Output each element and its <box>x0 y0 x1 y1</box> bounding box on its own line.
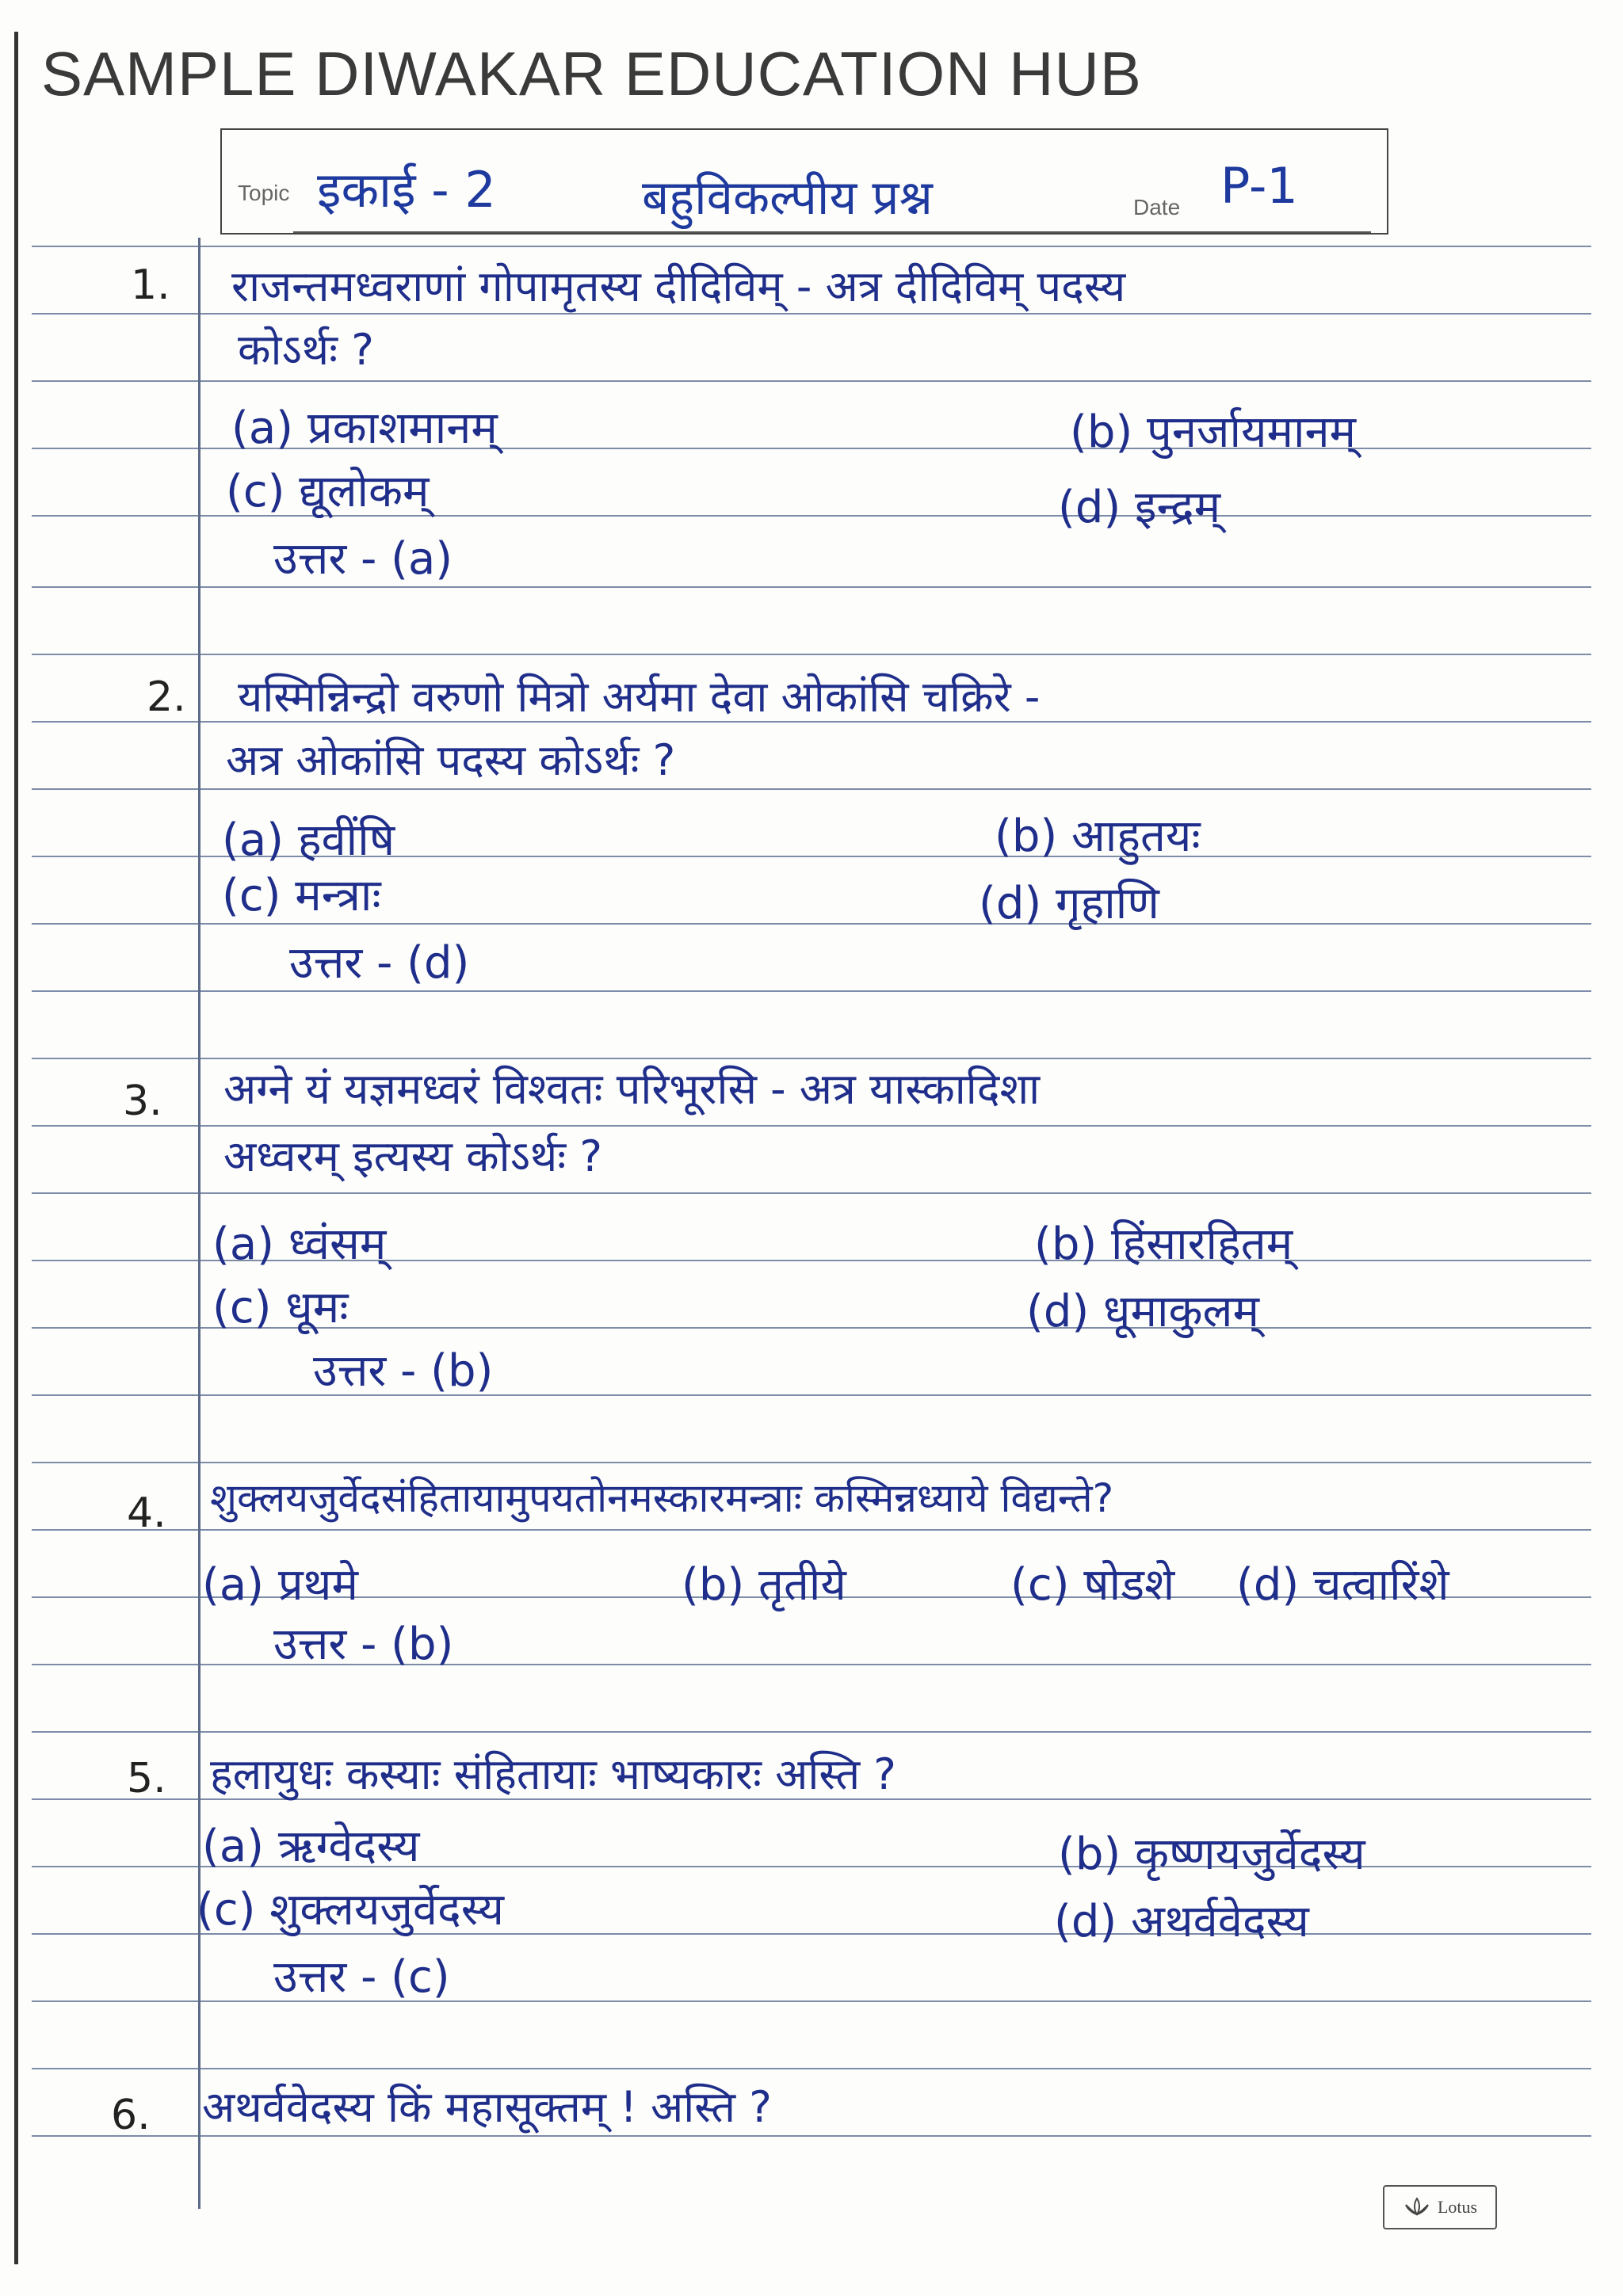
date-label: Date <box>1133 195 1181 219</box>
option-a: (a) प्रथमे <box>202 1559 358 1611</box>
question-number: 5. <box>127 1755 166 1802</box>
answer: उत्तर - (d) <box>289 937 470 989</box>
ruled-line <box>32 1664 1591 1665</box>
ruled-line <box>32 654 1591 655</box>
lotus-stamp <box>1383 2185 1497 2229</box>
option-c: (c) मन्त्राः <box>222 870 381 921</box>
answer: उत्तर - (a) <box>273 533 453 585</box>
ruled-line <box>32 2000 1591 2002</box>
option-d: (d) धूमाकुलम् <box>1026 1286 1259 1337</box>
option-a: (a) ऋग्वेदस्य <box>202 1821 420 1872</box>
topic-value: इकाई - 2 <box>317 161 496 219</box>
ruled-line <box>32 2068 1591 2069</box>
answer: उत्तर - (c) <box>273 1951 450 2003</box>
ruled-line <box>32 1529 1591 1531</box>
answer: उत्तर - (b) <box>313 1345 494 1397</box>
option-c: (c) धूमः <box>212 1282 349 1333</box>
question-number: 4. <box>127 1489 166 1537</box>
option-a: (a) हवींषि <box>222 814 395 866</box>
lotus-icon <box>1403 2197 1431 2218</box>
option-d: (d) चत्वारिंशे <box>1236 1559 1449 1611</box>
option-b: (b) हिंसारहितम् <box>1034 1219 1293 1270</box>
question-text: शुक्लयजुर्वेदसंहितायामुपयतोनमस्कारमन्त्राः कस्मिन्नध्याये विद्यन्ते? <box>210 1475 1114 1521</box>
question-text: अथर्ववेदस्य किं महासूक्तम् ! अस्ति ? <box>202 2082 772 2132</box>
ruled-line <box>32 1462 1591 1463</box>
question-text: कोऽर्थः ? <box>238 325 374 375</box>
option-c: (c) द्यूलोकम् <box>226 466 430 517</box>
option-b: (b) कृष्णयजुर्वेदस्य <box>1058 1829 1365 1880</box>
question-text: राजन्तमध्वराणां गोपामृतस्य दीदिविम् - अत्र दीदिविम् पदस्य <box>231 261 1126 311</box>
question-number: 6. <box>111 2092 151 2139</box>
date-value: P-1 <box>1220 157 1298 215</box>
option-a: (a) प्रकाशमानम् <box>231 402 498 454</box>
ruled-line <box>32 380 1591 382</box>
question-text: हलायुधः कस्याः संहितायाः भाष्यकारः अस्ति ? <box>210 1749 896 1799</box>
ruled-line <box>32 586 1591 588</box>
question-text: अत्र ओकांसि पदस्य कोऽर्थः ? <box>226 735 676 785</box>
ruled-line <box>32 788 1591 790</box>
option-d: (d) इन्द्रम् <box>1058 482 1221 533</box>
question-number: 2. <box>147 673 186 721</box>
question-text: यस्मिन्निन्द्रो वरुणो मित्रो अर्यमा देवा ओकांसि चक्रिरे - <box>238 672 1041 722</box>
option-d: (d) गृहाणि <box>979 878 1159 929</box>
ruled-line <box>32 990 1591 992</box>
option-d: (d) अथर्ववेदस्य <box>1054 1896 1309 1947</box>
ruled-line <box>32 1731 1591 1733</box>
option-a: (a) ध्वंसम् <box>212 1219 387 1270</box>
page-left-border <box>14 32 18 2264</box>
ruled-line <box>32 246 1591 247</box>
option-b: (b) पुनर्जायमानम् <box>1070 406 1357 458</box>
question-number: 3. <box>123 1077 162 1125</box>
ruled-line <box>32 1394 1591 1396</box>
stamp-text: Lotus <box>1437 2197 1478 2217</box>
option-c: (c) शुक्लयजुर्वेदस्य <box>197 1884 505 1936</box>
question-text: अग्ने यं यज्ञमध्वरं विश्वतः परिभूरसि - अत्र यास्कादिशा <box>223 1064 1041 1114</box>
question-number: 1. <box>131 261 170 309</box>
question-text: अध्वरम् इत्यस्य कोऽर्थः ? <box>223 1131 603 1181</box>
ruled-line <box>32 1192 1591 1194</box>
topic-subject: बहुविकल्पीय प्रश्न <box>642 170 933 226</box>
topic-underline <box>293 231 1371 233</box>
page-header-title: SAMPLE DIWAKAR EDUCATION HUB <box>41 39 1142 109</box>
topic-label: Topic <box>238 181 290 205</box>
option-b: (b) आहुतयः <box>995 810 1201 862</box>
ruled-line <box>32 2135 1591 2137</box>
option-c: (c) षोडशे <box>1010 1559 1175 1611</box>
option-b: (b) तृतीये <box>682 1559 846 1611</box>
answer: उत्तर - (b) <box>273 1619 454 1670</box>
